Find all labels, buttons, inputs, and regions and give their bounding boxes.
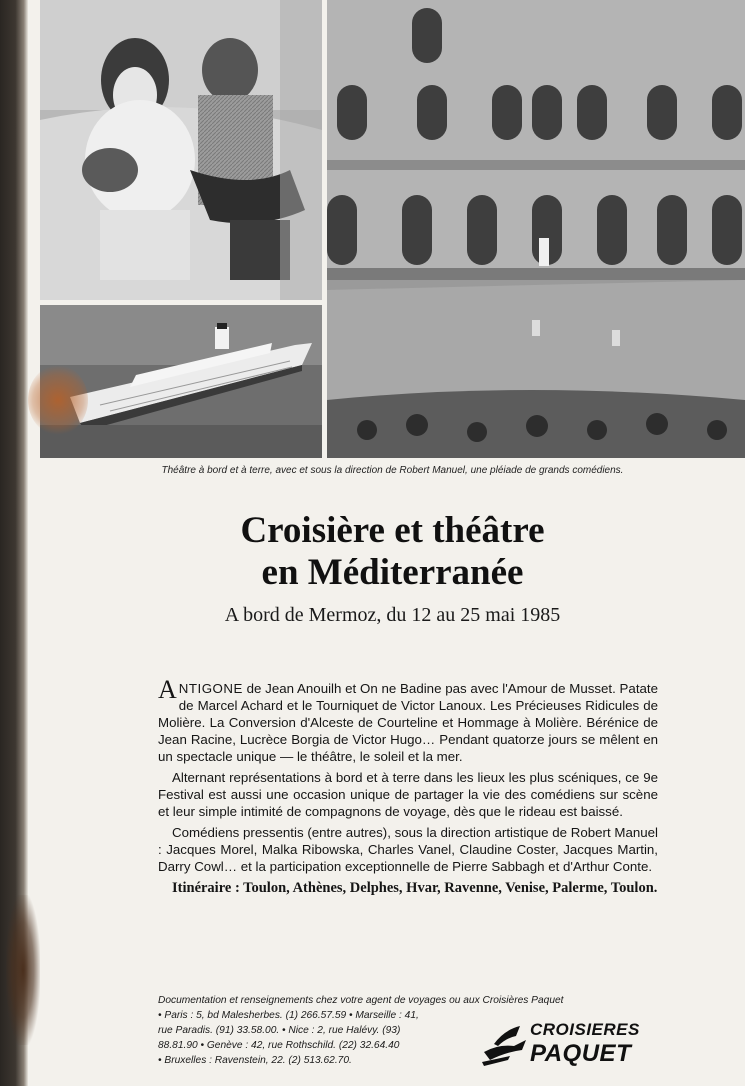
beach-couple-photo <box>40 0 322 300</box>
logo-line-2: PAQUET <box>530 1040 632 1067</box>
croisieres-paquet-logo <box>480 1018 680 1070</box>
caps-word: NTIGONE <box>178 681 243 696</box>
contact-block <box>158 993 564 1068</box>
contact-line-4: • Bruxelles : Ravenstein, 22. (2) 513.62.70. <box>158 1055 352 1066</box>
contact-line-1: • Paris : 5, bd Malesherbes. (1) 266.57.59 • Marseille : 41, <box>158 1010 419 1021</box>
rust-stain <box>28 365 88 435</box>
paragraph-1-text: de Jean Anouilh et On ne Badine pas avec l'Amour de Musset. Patate de Marcel Achard et le Tourniquet de Victor Lanoux. Les Précieuses Ridicules de Molière. La Conversion d'Alceste de Courteline et Hommage à Molière. Bérénice de Jean Racine, Lucrèce Borgia de Victor Hugo… Pendant quatorze jours se mêlent en un spectacle unique — le théâtre, le soleil et la mer. <box>158 681 658 764</box>
paragraph-3: Comédiens pressentis (entre autres), sous la direction artistique de Robert Manuel : Jacques Morel, Malka Ribowska, Charles Vanel, Claudine Coster, Jacques Martin, Darry Cowl… et la participation exceptionnelle de Pierre Sabbagh et d'Arthur Conte. <box>158 825 658 874</box>
itinerary: Itinéraire : Toulon, Athènes, Delphes, Hvar, Ravenne, Venise, Palerme, Toulon. <box>172 880 658 896</box>
paper-fibre <box>6 895 40 1045</box>
paragraph-2: Alternant représentations à bord et à terre dans les lieux les plus scéniques, ce 9e Festival est aussi une occasion unique de partager la vie des comédiens sur scène et leur simple intimité de compagnons de voyage, dès que le rideau est baissé. <box>158 770 658 819</box>
page-title <box>40 510 745 594</box>
logo-line-1: CROISIERES <box>530 1020 640 1039</box>
paragraph-1 <box>158 675 658 765</box>
page-subtitle: A bord de Mermoz, du 12 au 25 mai 1985 <box>224 604 561 626</box>
contact-lead: Documentation et renseignements chez votre agent de voyages ou aux Croisières Paquet <box>158 995 564 1006</box>
paquet-logo-icon <box>480 1022 530 1066</box>
contact-line-3: 88.81.90 • Genève : 42, rue Rothschild. (22) 32.64.40 <box>158 1040 400 1051</box>
article-body <box>158 675 658 902</box>
photo-caption: Théâtre à bord et à terre, avec et sous la direction de Robert Manuel, une pléiade de grands comédiens. <box>161 465 624 476</box>
title-line-1: Croisière et théâtre <box>240 510 545 551</box>
roman-arena-theatre-photo <box>327 0 745 458</box>
title-line-2: en Méditerranée <box>261 552 524 593</box>
drop-cap: A <box>158 675 177 704</box>
contact-line-2: rue Paradis. (91) 33.58.00. • Nice : 2, rue Halévy. (93) <box>158 1025 401 1036</box>
